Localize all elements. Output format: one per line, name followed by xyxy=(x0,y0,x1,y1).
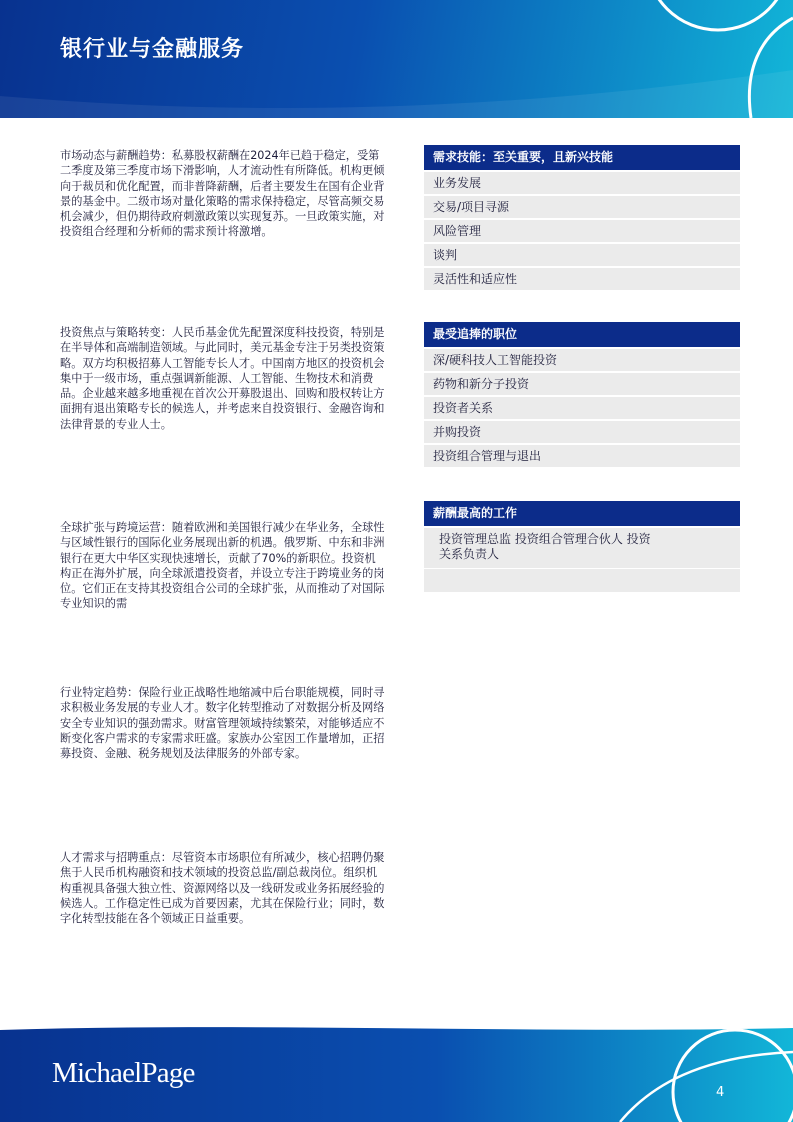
roles-list-item: 药物和新分子投资 xyxy=(424,371,740,395)
header-banner xyxy=(0,0,793,118)
roles-list-item: 投资者关系 xyxy=(424,395,740,419)
skills-list-item: 风险管理 xyxy=(424,218,740,242)
section-text: 人才需求与招聘重点：尽管资本市场职位有所减少，核心招聘仍聚焦于人民币机构融资和技术领域的投资总监/副总裁岗位。组织机构重视具备强大独立性、资源网络以及一线研发或业务拓展经验的候选人。工作稳定性已成为首要因素，尤其在保险行业；同时，数字化转型技能在各个领域正日益重要。 xyxy=(60,851,385,926)
roles-panel-heading: 最受追捧的职位 xyxy=(424,322,740,347)
section-text: 全球扩张与跨境运营：随着欧洲和美国银行减少在华业务，全球性与区域性银行的国际化业务展现出新的机遇。俄罗斯、中东和非洲银行在更大中华区实现快速增长，贡献了70%的新职位。投资机构正在海外扩展，向全球派遣投资者，并设立专注于跨境业务的岗位。它们正在支持其投资组合公司的全球扩张，从而推动了对国际专业知识的需 xyxy=(60,521,385,611)
page-number: 4 xyxy=(716,1085,725,1100)
highest-paid-panel-heading: 薪酬最高的工作 xyxy=(424,501,740,526)
highest-paid-panel xyxy=(424,501,740,592)
section-industry-trends xyxy=(60,685,386,761)
section-investment-focus xyxy=(60,325,386,432)
highest-paid-text: 投资管理总监 投资组合管理合伙人 投资关系负责人 xyxy=(439,532,651,561)
skills-list-item: 灵活性和适应性 xyxy=(424,266,740,290)
roles-list-item: 深/硬科技人工智能投资 xyxy=(424,347,740,371)
section-market-dynamics xyxy=(60,148,386,240)
skills-panel-heading: 需求技能：至关重要，且新兴技能 xyxy=(424,145,740,170)
section-talent-demand xyxy=(60,850,386,926)
skills-panel xyxy=(424,145,740,290)
section-text: 投资焦点与策略转变：人民币基金优先配置深度科技投资，特别是在半导体和高端制造领域。与此同时，美元基金专注于另类投资策略。双方均积极招募人工智能专长人才。中国南方地区的投资机会集中于一级市场，重点强调新能源、人工智能、生物技术和消费品。企业越来越多地重视在首次公开募股退出、回购和股权转让方面拥有退出策略专长的候选人，并考虑来自投资银行、金融咨询和法律背景的专业人士。 xyxy=(60,326,385,431)
page-title: 银行业与金融服务 xyxy=(60,37,245,62)
skills-list-item: 业务发展 xyxy=(424,170,740,194)
section-global-expansion xyxy=(60,520,386,612)
skills-list-item: 交易/项目寻源 xyxy=(424,194,740,218)
highest-paid-list xyxy=(424,526,740,568)
roles-panel xyxy=(424,322,740,467)
panel-spacer xyxy=(424,568,740,592)
michael-page-logo: MichaelPage xyxy=(52,1057,195,1089)
section-text: 市场动态与薪酬趋势：私募股权薪酬在2024年已趋于稳定，受第二季度及第三季度市场下滑影响，人才流动性有所降低。机构更倾向于裁员和优化配置，而非普降薪酬，后者主要发生在国有企业背景的基金中。二级市场对量化策略的需求保持稳定，尽管高频交易机会减少，但仍期待政府刺激政策以实现复苏。一旦政策实施，对投资组合经理和分析师的需求预计将激增。 xyxy=(60,149,385,239)
roles-list-item: 投资组合管理与退出 xyxy=(424,443,740,467)
section-text: 行业特定趋势：保险行业正战略性地缩减中后台职能规模，同时寻求积极业务发展的专业人才。数字化转型推动了对数据分析及网络安全专业知识的强劲需求。财富管理领域持续繁荣，对能够适应不断变化客户需求的专家需求旺盛。家族办公室因工作量增加，正招募投资、金融、税务规划及法律服务的外部专家。 xyxy=(60,686,385,761)
footer-banner xyxy=(0,1000,793,1122)
skills-list-item: 谈判 xyxy=(424,242,740,266)
roles-list-item: 并购投资 xyxy=(424,419,740,443)
